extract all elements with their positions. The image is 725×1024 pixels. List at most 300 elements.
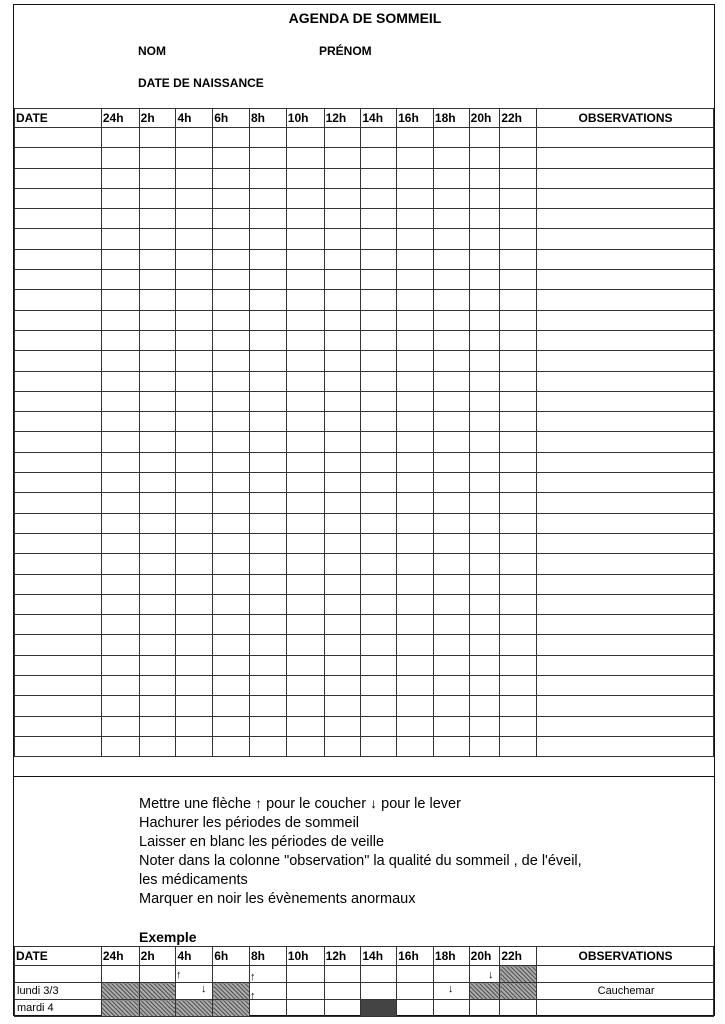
hour-cell[interactable] [286,310,324,330]
hour-cell[interactable] [433,533,469,553]
hour-cell[interactable] [101,696,139,716]
hour-cell[interactable] [176,716,213,736]
hour-cell[interactable] [361,473,397,493]
hour-cell[interactable] [397,452,434,472]
hour-cell[interactable] [500,412,537,432]
hour-cell[interactable] [500,168,537,188]
observation-cell[interactable] [537,249,714,269]
hour-cell[interactable] [176,533,213,553]
date-cell[interactable] [15,330,102,350]
hour-cell[interactable] [139,148,176,168]
hour-cell[interactable] [139,128,176,148]
hour-cell[interactable] [213,209,250,229]
hour-cell[interactable] [176,290,213,310]
hour-cell[interactable] [324,148,361,168]
hour-cell[interactable] [433,594,469,614]
hour-cell[interactable] [286,676,324,696]
hour-cell[interactable] [286,290,324,310]
hour-cell[interactable] [500,290,537,310]
hour-cell[interactable] [397,554,434,574]
hour-cell[interactable] [101,391,139,411]
hour-cell[interactable] [500,310,537,330]
hour-cell[interactable] [500,188,537,208]
hour-cell[interactable] [213,513,250,533]
hour-cell[interactable] [361,148,397,168]
hour-cell[interactable] [433,412,469,432]
hour-cell[interactable] [250,513,287,533]
hour-cell[interactable] [250,290,287,310]
hour-cell[interactable] [176,209,213,229]
hour-cell[interactable] [286,554,324,574]
hour-cell[interactable] [361,209,397,229]
hour-cell[interactable] [213,452,250,472]
hour-cell[interactable] [469,615,500,635]
hour-cell[interactable] [324,412,361,432]
hour-cell[interactable] [176,391,213,411]
hour-cell[interactable] [397,128,434,148]
hour-cell[interactable] [176,554,213,574]
hour-cell[interactable] [397,736,434,756]
date-cell[interactable] [15,533,102,553]
hour-cell[interactable] [469,736,500,756]
hour-cell[interactable] [213,351,250,371]
hour-cell[interactable] [213,391,250,411]
hour-cell[interactable] [361,493,397,513]
hour-cell[interactable] [101,594,139,614]
hour-cell[interactable] [213,635,250,655]
date-cell[interactable] [15,655,102,675]
date-cell[interactable] [15,473,102,493]
hour-cell[interactable] [324,716,361,736]
date-cell[interactable] [15,513,102,533]
hour-cell[interactable] [250,249,287,269]
observation-cell[interactable] [537,696,714,716]
hour-cell[interactable] [286,168,324,188]
hour-cell[interactable] [433,635,469,655]
observation-cell[interactable] [537,310,714,330]
hour-cell[interactable] [176,249,213,269]
hour-cell[interactable] [286,432,324,452]
hour-cell[interactable] [286,513,324,533]
date-cell[interactable] [15,696,102,716]
hour-cell[interactable] [250,128,287,148]
hour-cell[interactable] [286,635,324,655]
hour-cell[interactable] [469,635,500,655]
hour-cell[interactable] [397,533,434,553]
hour-cell[interactable] [361,513,397,533]
hour-cell[interactable] [469,249,500,269]
hour-cell[interactable] [324,696,361,716]
date-cell[interactable] [15,736,102,756]
date-cell[interactable] [15,249,102,269]
hour-cell[interactable] [101,168,139,188]
hour-cell[interactable] [176,594,213,614]
hour-cell[interactable] [101,493,139,513]
hour-cell[interactable] [176,270,213,290]
hour-cell[interactable] [397,391,434,411]
hour-cell[interactable] [101,412,139,432]
hour-cell[interactable] [101,473,139,493]
hour-cell[interactable] [397,432,434,452]
hour-cell[interactable] [286,696,324,716]
hour-cell[interactable] [286,249,324,269]
hour-cell[interactable] [361,391,397,411]
hour-cell[interactable] [139,310,176,330]
hour-cell[interactable] [361,676,397,696]
hour-cell[interactable] [324,310,361,330]
hour-cell[interactable] [324,351,361,371]
observation-cell[interactable] [537,330,714,350]
hour-cell[interactable] [397,594,434,614]
hour-cell[interactable] [213,533,250,553]
hour-cell[interactable] [176,432,213,452]
date-cell[interactable] [15,188,102,208]
hour-cell[interactable] [433,473,469,493]
hour-cell[interactable] [139,635,176,655]
hour-cell[interactable] [286,412,324,432]
hour-cell[interactable] [139,432,176,452]
observation-cell[interactable] [537,290,714,310]
hour-cell[interactable] [433,270,469,290]
hour-cell[interactable] [469,330,500,350]
date-cell[interactable] [15,493,102,513]
observation-cell[interactable] [537,676,714,696]
observation-cell[interactable] [537,594,714,614]
hour-cell[interactable] [361,270,397,290]
hour-cell[interactable] [250,148,287,168]
hour-cell[interactable] [397,188,434,208]
date-cell[interactable] [15,229,102,249]
hour-cell[interactable] [213,554,250,574]
date-cell[interactable] [15,452,102,472]
hour-cell[interactable] [324,513,361,533]
hour-cell[interactable] [361,696,397,716]
hour-cell[interactable] [361,574,397,594]
observation-cell[interactable] [537,513,714,533]
hour-cell[interactable] [176,615,213,635]
hour-cell[interactable] [324,432,361,452]
hour-cell[interactable] [433,574,469,594]
hour-cell[interactable] [286,270,324,290]
hour-cell[interactable] [397,330,434,350]
hour-cell[interactable] [176,229,213,249]
hour-cell[interactable] [361,412,397,432]
hour-cell[interactable] [101,128,139,148]
hour-cell[interactable] [469,696,500,716]
hour-cell[interactable] [101,615,139,635]
hour-cell[interactable] [433,696,469,716]
hour-cell[interactable] [433,391,469,411]
hour-cell[interactable] [213,168,250,188]
hour-cell[interactable] [176,574,213,594]
date-cell[interactable] [15,594,102,614]
date-cell[interactable] [15,676,102,696]
hour-cell[interactable] [101,452,139,472]
observation-cell[interactable] [537,473,714,493]
observation-cell[interactable] [537,554,714,574]
hour-cell[interactable] [250,391,287,411]
hour-cell[interactable] [397,168,434,188]
hour-cell[interactable] [101,330,139,350]
observation-cell[interactable] [537,229,714,249]
hour-cell[interactable] [361,128,397,148]
hour-cell[interactable] [324,533,361,553]
hour-cell[interactable] [500,209,537,229]
hour-cell[interactable] [324,168,361,188]
hour-cell[interactable] [139,168,176,188]
hour-cell[interactable] [469,432,500,452]
hour-cell[interactable] [101,249,139,269]
observation-cell[interactable] [537,635,714,655]
hour-cell[interactable] [433,676,469,696]
hour-cell[interactable] [250,168,287,188]
hour-cell[interactable] [469,412,500,432]
hour-cell[interactable] [213,188,250,208]
hour-cell[interactable] [176,188,213,208]
hour-cell[interactable] [139,716,176,736]
hour-cell[interactable] [397,696,434,716]
hour-cell[interactable] [250,351,287,371]
hour-cell[interactable] [469,676,500,696]
hour-cell[interactable] [397,716,434,736]
hour-cell[interactable] [250,432,287,452]
hour-cell[interactable] [101,209,139,229]
hour-cell[interactable] [433,249,469,269]
hour-cell[interactable] [250,574,287,594]
hour-cell[interactable] [139,655,176,675]
hour-cell[interactable] [213,330,250,350]
hour-cell[interactable] [397,615,434,635]
hour-cell[interactable] [324,249,361,269]
hour-cell[interactable] [324,615,361,635]
hour-cell[interactable] [139,270,176,290]
hour-cell[interactable] [433,493,469,513]
hour-cell[interactable] [469,716,500,736]
hour-cell[interactable] [176,676,213,696]
observation-cell[interactable] [537,270,714,290]
hour-cell[interactable] [213,473,250,493]
hour-cell[interactable] [500,574,537,594]
hour-cell[interactable] [176,635,213,655]
hour-cell[interactable] [176,412,213,432]
hour-cell[interactable] [500,229,537,249]
hour-cell[interactable] [213,249,250,269]
hour-cell[interactable] [176,513,213,533]
hour-cell[interactable] [324,554,361,574]
hour-cell[interactable] [286,188,324,208]
hour-cell[interactable] [176,493,213,513]
hour-cell[interactable] [361,716,397,736]
hour-cell[interactable] [250,716,287,736]
hour-cell[interactable] [250,209,287,229]
hour-cell[interactable] [500,554,537,574]
hour-cell[interactable] [361,432,397,452]
hour-cell[interactable] [469,493,500,513]
hour-cell[interactable] [433,310,469,330]
hour-cell[interactable] [469,310,500,330]
hour-cell[interactable] [433,188,469,208]
hour-cell[interactable] [433,452,469,472]
hour-cell[interactable] [101,310,139,330]
hour-cell[interactable] [139,513,176,533]
hour-cell[interactable] [397,412,434,432]
hour-cell[interactable] [139,391,176,411]
hour-cell[interactable] [397,209,434,229]
hour-cell[interactable] [101,432,139,452]
hour-cell[interactable] [469,513,500,533]
hour-cell[interactable] [286,594,324,614]
hour-cell[interactable] [250,330,287,350]
hour-cell[interactable] [361,168,397,188]
hour-cell[interactable] [469,655,500,675]
hour-cell[interactable] [500,371,537,391]
hour-cell[interactable] [101,676,139,696]
hour-cell[interactable] [397,229,434,249]
hour-cell[interactable] [139,209,176,229]
hour-cell[interactable] [397,148,434,168]
hour-cell[interactable] [286,473,324,493]
hour-cell[interactable] [250,270,287,290]
hour-cell[interactable] [176,351,213,371]
hour-cell[interactable] [213,128,250,148]
hour-cell[interactable] [176,655,213,675]
hour-cell[interactable] [500,676,537,696]
observation-cell[interactable] [537,533,714,553]
hour-cell[interactable] [250,188,287,208]
hour-cell[interactable] [286,209,324,229]
observation-cell[interactable] [537,452,714,472]
hour-cell[interactable] [213,412,250,432]
hour-cell[interactable] [250,554,287,574]
hour-cell[interactable] [469,351,500,371]
hour-cell[interactable] [101,371,139,391]
observation-cell[interactable] [537,615,714,635]
observation-cell[interactable] [537,371,714,391]
hour-cell[interactable] [500,655,537,675]
observation-cell[interactable] [537,493,714,513]
hour-cell[interactable] [397,574,434,594]
date-cell[interactable] [15,635,102,655]
hour-cell[interactable] [139,412,176,432]
hour-cell[interactable] [250,615,287,635]
hour-cell[interactable] [213,310,250,330]
hour-cell[interactable] [101,188,139,208]
observation-cell[interactable] [537,168,714,188]
hour-cell[interactable] [361,615,397,635]
hour-cell[interactable] [433,330,469,350]
date-cell[interactable] [15,554,102,574]
hour-cell[interactable] [139,249,176,269]
date-cell[interactable] [15,371,102,391]
hour-cell[interactable] [101,533,139,553]
hour-cell[interactable] [286,128,324,148]
hour-cell[interactable] [324,229,361,249]
observation-cell[interactable] [537,412,714,432]
hour-cell[interactable] [361,533,397,553]
hour-cell[interactable] [250,736,287,756]
hour-cell[interactable] [324,473,361,493]
hour-cell[interactable] [361,452,397,472]
hour-cell[interactable] [250,635,287,655]
hour-cell[interactable] [250,493,287,513]
date-cell[interactable] [15,391,102,411]
hour-cell[interactable] [250,229,287,249]
hour-cell[interactable] [500,594,537,614]
hour-cell[interactable] [469,290,500,310]
hour-cell[interactable] [139,473,176,493]
hour-cell[interactable] [500,736,537,756]
hour-cell[interactable] [361,229,397,249]
hour-cell[interactable] [361,554,397,574]
hour-cell[interactable] [324,452,361,472]
hour-cell[interactable] [324,330,361,350]
hour-cell[interactable] [139,736,176,756]
hour-cell[interactable] [324,270,361,290]
hour-cell[interactable] [101,716,139,736]
hour-cell[interactable] [250,452,287,472]
hour-cell[interactable] [500,128,537,148]
hour-cell[interactable] [500,148,537,168]
hour-cell[interactable] [213,736,250,756]
hour-cell[interactable] [361,635,397,655]
hour-cell[interactable] [469,188,500,208]
date-cell[interactable] [15,574,102,594]
hour-cell[interactable] [324,290,361,310]
hour-cell[interactable] [250,310,287,330]
hour-cell[interactable] [213,655,250,675]
hour-cell[interactable] [139,696,176,716]
hour-cell[interactable] [433,209,469,229]
hour-cell[interactable] [500,615,537,635]
hour-cell[interactable] [250,473,287,493]
hour-cell[interactable] [139,351,176,371]
hour-cell[interactable] [433,168,469,188]
hour-cell[interactable] [433,655,469,675]
hour-cell[interactable] [500,533,537,553]
hour-cell[interactable] [469,594,500,614]
hour-cell[interactable] [101,635,139,655]
hour-cell[interactable] [286,736,324,756]
date-cell[interactable] [15,412,102,432]
observation-cell[interactable] [537,736,714,756]
hour-cell[interactable] [433,513,469,533]
hour-cell[interactable] [213,676,250,696]
hour-cell[interactable] [213,290,250,310]
hour-cell[interactable] [469,270,500,290]
hour-cell[interactable] [397,270,434,290]
hour-cell[interactable] [469,229,500,249]
hour-cell[interactable] [433,615,469,635]
hour-cell[interactable] [469,533,500,553]
hour-cell[interactable] [469,209,500,229]
hour-cell[interactable] [176,310,213,330]
hour-cell[interactable] [433,290,469,310]
hour-cell[interactable] [213,270,250,290]
hour-cell[interactable] [397,290,434,310]
hour-cell[interactable] [433,229,469,249]
hour-cell[interactable] [101,513,139,533]
hour-cell[interactable] [250,594,287,614]
hour-cell[interactable] [469,554,500,574]
hour-cell[interactable] [433,351,469,371]
hour-cell[interactable] [101,655,139,675]
hour-cell[interactable] [397,371,434,391]
hour-cell[interactable] [500,452,537,472]
hour-cell[interactable] [286,716,324,736]
hour-cell[interactable] [213,432,250,452]
hour-cell[interactable] [361,290,397,310]
hour-cell[interactable] [176,736,213,756]
